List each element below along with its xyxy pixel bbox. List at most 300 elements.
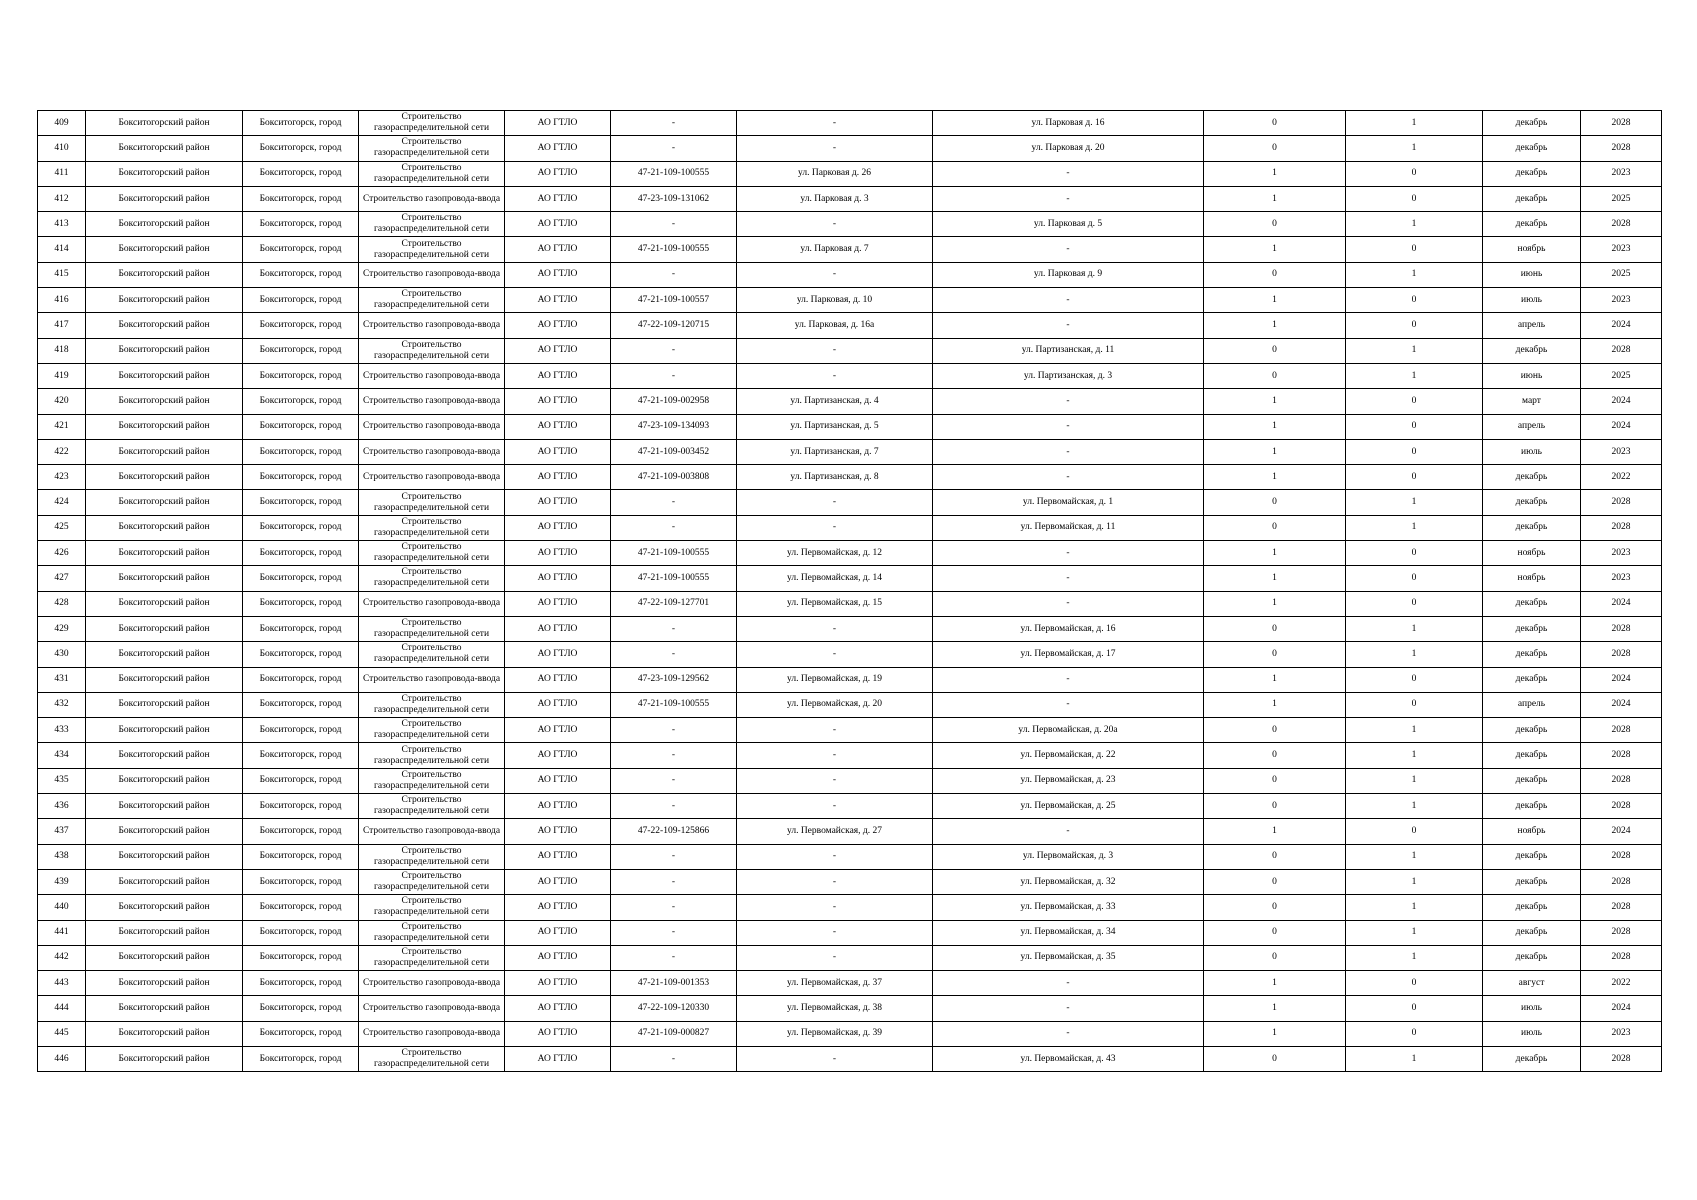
cell-quantity-a: 1 [1204, 161, 1346, 186]
cell-object-code: - [611, 768, 737, 793]
cell-year: 2024 [1581, 591, 1662, 616]
cell-quantity-b: 1 [1346, 1046, 1483, 1071]
cell-address-planned: ул. Первомайская, д. 34 [933, 920, 1204, 945]
cell-quantity-b: 0 [1346, 971, 1483, 996]
cell-quantity-b: 1 [1346, 794, 1483, 819]
cell-work-type: Строительство газораспределительной сети [359, 338, 505, 363]
cell-year: 2023 [1581, 541, 1662, 566]
cell-quantity-b: 1 [1346, 616, 1483, 641]
cell-address-existing: - [737, 844, 933, 869]
cell-address-planned: ул. Первомайская, д. 3 [933, 844, 1204, 869]
cell-district: Бокситогорский район [86, 237, 243, 262]
cell-address-planned: - [933, 389, 1204, 414]
cell-address-planned: ул. Первомайская, д. 32 [933, 869, 1204, 894]
cell-year: 2028 [1581, 1046, 1662, 1071]
cell-work-type: Строительство газораспределительной сети [359, 844, 505, 869]
cell-district: Бокситогорский район [86, 262, 243, 287]
cell-object-code: - [611, 338, 737, 363]
cell-year: 2028 [1581, 642, 1662, 667]
cell-quantity-b: 1 [1346, 111, 1483, 136]
cell-address-existing: ул. Первомайская, д. 27 [737, 819, 933, 844]
cell-organization: АО ГТЛО [505, 642, 611, 667]
cell-number: 425 [38, 515, 86, 540]
cell-object-code: 47-22-109-120330 [611, 996, 737, 1021]
cell-quantity-a: 0 [1204, 642, 1346, 667]
cell-work-type: Строительство газораспределительной сети [359, 541, 505, 566]
table-row [38, 1021, 1662, 1046]
cell-month: декабрь [1483, 490, 1581, 515]
cell-number: 428 [38, 591, 86, 616]
cell-object-code: - [611, 515, 737, 540]
cell-work-type: Строительство газораспределительной сети [359, 237, 505, 262]
cell-address-existing: - [737, 718, 933, 743]
table-row [38, 465, 1662, 490]
cell-quantity-b: 1 [1346, 718, 1483, 743]
cell-address-existing: ул. Парковая д. 7 [737, 237, 933, 262]
cell-quantity-b: 1 [1346, 136, 1483, 161]
cell-address-existing: - [737, 616, 933, 641]
cell-object-code: 47-21-109-100555 [611, 161, 737, 186]
cell-year: 2023 [1581, 288, 1662, 313]
cell-address-planned: - [933, 541, 1204, 566]
cell-year: 2024 [1581, 692, 1662, 717]
cell-address-existing: ул. Парковая д. 3 [737, 186, 933, 211]
cell-organization: АО ГТЛО [505, 237, 611, 262]
cell-month: декабрь [1483, 945, 1581, 970]
cell-quantity-a: 1 [1204, 414, 1346, 439]
cell-object-code: - [611, 794, 737, 819]
cell-number: 436 [38, 794, 86, 819]
table-row [38, 237, 1662, 262]
table-row [38, 844, 1662, 869]
cell-year: 2022 [1581, 971, 1662, 996]
cell-month: декабрь [1483, 111, 1581, 136]
cell-month: декабрь [1483, 465, 1581, 490]
cell-city: Бокситогорск, город [243, 718, 359, 743]
cell-city: Бокситогорск, город [243, 869, 359, 894]
cell-work-type: Строительство газопровода-ввода [359, 389, 505, 414]
cell-number: 440 [38, 895, 86, 920]
cell-number: 446 [38, 1046, 86, 1071]
cell-work-type: Строительство газораспределительной сети [359, 490, 505, 515]
cell-city: Бокситогорск, город [243, 490, 359, 515]
cell-quantity-a: 0 [1204, 844, 1346, 869]
cell-year: 2028 [1581, 136, 1662, 161]
cell-address-planned: ул. Парковая д. 9 [933, 262, 1204, 287]
cell-address-existing: - [737, 1046, 933, 1071]
cell-object-code: 47-23-109-131062 [611, 186, 737, 211]
cell-district: Бокситогорский район [86, 591, 243, 616]
table-row [38, 566, 1662, 591]
cell-year: 2028 [1581, 895, 1662, 920]
cell-number: 434 [38, 743, 86, 768]
cell-city: Бокситогорск, город [243, 971, 359, 996]
cell-address-planned: - [933, 439, 1204, 464]
table-row [38, 895, 1662, 920]
cell-organization: АО ГТЛО [505, 363, 611, 388]
cell-address-planned: - [933, 996, 1204, 1021]
cell-month: июль [1483, 288, 1581, 313]
cell-district: Бокситогорский район [86, 971, 243, 996]
cell-quantity-a: 0 [1204, 136, 1346, 161]
cell-month: декабрь [1483, 338, 1581, 363]
cell-organization: АО ГТЛО [505, 616, 611, 641]
cell-city: Бокситогорск, город [243, 642, 359, 667]
cell-quantity-b: 1 [1346, 743, 1483, 768]
cell-quantity-a: 0 [1204, 869, 1346, 894]
cell-object-code: - [611, 490, 737, 515]
cell-city: Бокситогорск, город [243, 920, 359, 945]
cell-organization: АО ГТЛО [505, 920, 611, 945]
cell-address-existing: ул. Первомайская, д. 38 [737, 996, 933, 1021]
cell-organization: АО ГТЛО [505, 945, 611, 970]
cell-city: Бокситогорск, город [243, 541, 359, 566]
cell-quantity-a: 1 [1204, 465, 1346, 490]
cell-number: 426 [38, 541, 86, 566]
cell-work-type: Строительство газораспределительной сети [359, 111, 505, 136]
cell-month: ноябрь [1483, 541, 1581, 566]
cell-address-existing: - [737, 111, 933, 136]
cell-work-type: Строительство газораспределительной сети [359, 869, 505, 894]
cell-quantity-b: 0 [1346, 439, 1483, 464]
cell-address-existing: ул. Парковая, д. 10 [737, 288, 933, 313]
cell-work-type: Строительство газораспределительной сети [359, 945, 505, 970]
cell-address-planned: ул. Парковая д. 20 [933, 136, 1204, 161]
cell-object-code: - [611, 1046, 737, 1071]
cell-quantity-b: 0 [1346, 313, 1483, 338]
cell-quantity-a: 0 [1204, 945, 1346, 970]
cell-quantity-b: 1 [1346, 363, 1483, 388]
cell-object-code: 47-21-109-003808 [611, 465, 737, 490]
cell-year: 2023 [1581, 237, 1662, 262]
cell-number: 438 [38, 844, 86, 869]
cell-district: Бокситогорский район [86, 945, 243, 970]
cell-object-code: 47-21-109-100555 [611, 541, 737, 566]
cell-object-code: 47-22-109-125866 [611, 819, 737, 844]
cell-address-planned: ул. Парковая д. 5 [933, 212, 1204, 237]
cell-quantity-b: 1 [1346, 844, 1483, 869]
cell-year: 2028 [1581, 920, 1662, 945]
cell-organization: АО ГТЛО [505, 515, 611, 540]
table-row [38, 945, 1662, 970]
cell-object-code: - [611, 111, 737, 136]
cell-number: 430 [38, 642, 86, 667]
cell-district: Бокситогорский район [86, 186, 243, 211]
cell-object-code: 47-22-109-127701 [611, 591, 737, 616]
cell-number: 412 [38, 186, 86, 211]
table-row [38, 869, 1662, 894]
cell-quantity-a: 0 [1204, 768, 1346, 793]
cell-district: Бокситогорский район [86, 895, 243, 920]
cell-number: 437 [38, 819, 86, 844]
cell-month: декабрь [1483, 186, 1581, 211]
table-row [38, 313, 1662, 338]
cell-district: Бокситогорский район [86, 541, 243, 566]
cell-city: Бокситогорск, город [243, 262, 359, 287]
cell-number: 431 [38, 667, 86, 692]
cell-work-type: Строительство газопровода-ввода [359, 186, 505, 211]
cell-month: декабрь [1483, 642, 1581, 667]
cell-month: декабрь [1483, 718, 1581, 743]
cell-organization: АО ГТЛО [505, 844, 611, 869]
table-row [38, 642, 1662, 667]
cell-month: август [1483, 971, 1581, 996]
cell-month: июнь [1483, 262, 1581, 287]
cell-city: Бокситогорск, город [243, 161, 359, 186]
table-row [38, 186, 1662, 211]
cell-organization: АО ГТЛО [505, 414, 611, 439]
table-row [38, 667, 1662, 692]
cell-district: Бокситогорский район [86, 313, 243, 338]
cell-month: декабрь [1483, 920, 1581, 945]
cell-quantity-b: 0 [1346, 237, 1483, 262]
cell-organization: АО ГТЛО [505, 667, 611, 692]
cell-address-planned: ул. Первомайская, д. 20а [933, 718, 1204, 743]
cell-quantity-b: 1 [1346, 262, 1483, 287]
cell-work-type: Строительство газораспределительной сети [359, 566, 505, 591]
cell-quantity-b: 0 [1346, 591, 1483, 616]
cell-organization: АО ГТЛО [505, 819, 611, 844]
cell-year: 2028 [1581, 212, 1662, 237]
cell-quantity-b: 1 [1346, 212, 1483, 237]
cell-organization: АО ГТЛО [505, 212, 611, 237]
table-row [38, 541, 1662, 566]
table-row [38, 136, 1662, 161]
cell-work-type: Строительство газораспределительной сети [359, 743, 505, 768]
cell-quantity-b: 1 [1346, 490, 1483, 515]
cell-quantity-a: 0 [1204, 515, 1346, 540]
cell-quantity-a: 0 [1204, 338, 1346, 363]
cell-address-existing: ул. Первомайская, д. 15 [737, 591, 933, 616]
cell-number: 411 [38, 161, 86, 186]
cell-address-planned: ул. Первомайская, д. 33 [933, 895, 1204, 920]
cell-quantity-b: 1 [1346, 338, 1483, 363]
cell-object-code: 47-23-109-134093 [611, 414, 737, 439]
cell-number: 413 [38, 212, 86, 237]
cell-quantity-b: 1 [1346, 768, 1483, 793]
cell-work-type: Строительство газопровода-ввода [359, 465, 505, 490]
cell-organization: АО ГТЛО [505, 768, 611, 793]
cell-quantity-a: 1 [1204, 667, 1346, 692]
cell-city: Бокситогорск, город [243, 591, 359, 616]
cell-organization: АО ГТЛО [505, 161, 611, 186]
cell-work-type: Строительство газораспределительной сети [359, 288, 505, 313]
cell-address-existing: ул. Партизанская, д. 4 [737, 389, 933, 414]
cell-quantity-a: 0 [1204, 743, 1346, 768]
cell-city: Бокситогорск, город [243, 111, 359, 136]
cell-address-planned: - [933, 288, 1204, 313]
cell-number: 445 [38, 1021, 86, 1046]
cell-district: Бокситогорский район [86, 363, 243, 388]
cell-object-code: 47-21-109-002958 [611, 389, 737, 414]
cell-month: декабрь [1483, 667, 1581, 692]
cell-address-planned: ул. Первомайская, д. 35 [933, 945, 1204, 970]
cell-object-code: 47-21-109-100555 [611, 692, 737, 717]
cell-work-type: Строительство газораспределительной сети [359, 794, 505, 819]
cell-work-type: Строительство газопровода-ввода [359, 1021, 505, 1046]
cell-year: 2028 [1581, 515, 1662, 540]
cell-address-existing: ул. Первомайская, д. 12 [737, 541, 933, 566]
cell-address-existing: - [737, 768, 933, 793]
cell-address-planned: ул. Первомайская, д. 17 [933, 642, 1204, 667]
cell-month: декабрь [1483, 869, 1581, 894]
cell-address-planned: - [933, 566, 1204, 591]
cell-address-existing: ул. Партизанская, д. 5 [737, 414, 933, 439]
cell-quantity-b: 0 [1346, 996, 1483, 1021]
cell-quantity-a: 1 [1204, 971, 1346, 996]
cell-year: 2022 [1581, 465, 1662, 490]
table-row [38, 768, 1662, 793]
table-row [38, 262, 1662, 287]
cell-address-planned: - [933, 971, 1204, 996]
cell-year: 2023 [1581, 161, 1662, 186]
cell-month: декабрь [1483, 161, 1581, 186]
cell-quantity-b: 0 [1346, 819, 1483, 844]
cell-work-type: Строительство газораспределительной сети [359, 616, 505, 641]
cell-object-code: 47-21-109-100557 [611, 288, 737, 313]
cell-year: 2023 [1581, 439, 1662, 464]
cell-organization: АО ГТЛО [505, 439, 611, 464]
cell-number: 415 [38, 262, 86, 287]
cell-quantity-a: 1 [1204, 566, 1346, 591]
cell-number: 444 [38, 996, 86, 1021]
cell-year: 2024 [1581, 313, 1662, 338]
cell-object-code: - [611, 136, 737, 161]
cell-address-planned: ул. Первомайская, д. 16 [933, 616, 1204, 641]
cell-address-existing: - [737, 895, 933, 920]
cell-city: Бокситогорск, город [243, 414, 359, 439]
cell-number: 410 [38, 136, 86, 161]
cell-organization: АО ГТЛО [505, 313, 611, 338]
cell-address-planned: ул. Первомайская, д. 11 [933, 515, 1204, 540]
cell-address-existing: - [737, 136, 933, 161]
cell-number: 414 [38, 237, 86, 262]
cell-quantity-b: 0 [1346, 1021, 1483, 1046]
cell-address-planned: - [933, 1021, 1204, 1046]
cell-number: 442 [38, 945, 86, 970]
cell-quantity-b: 0 [1346, 541, 1483, 566]
cell-object-code: - [611, 920, 737, 945]
cell-year: 2025 [1581, 262, 1662, 287]
cell-work-type: Строительство газопровода-ввода [359, 262, 505, 287]
cell-year: 2024 [1581, 819, 1662, 844]
cell-quantity-a: 1 [1204, 313, 1346, 338]
cell-city: Бокситогорск, город [243, 136, 359, 161]
cell-month: декабрь [1483, 212, 1581, 237]
table-row [38, 616, 1662, 641]
cell-year: 2023 [1581, 566, 1662, 591]
cell-month: ноябрь [1483, 237, 1581, 262]
cell-year: 2028 [1581, 768, 1662, 793]
table-row [38, 363, 1662, 388]
cell-number: 435 [38, 768, 86, 793]
cell-address-planned: - [933, 414, 1204, 439]
cell-district: Бокситогорский район [86, 667, 243, 692]
cell-number: 423 [38, 465, 86, 490]
cell-city: Бокситогорск, город [243, 768, 359, 793]
cell-object-code: 47-21-109-100555 [611, 566, 737, 591]
table-row [38, 692, 1662, 717]
cell-district: Бокситогорский район [86, 161, 243, 186]
cell-address-existing: ул. Первомайская, д. 19 [737, 667, 933, 692]
cell-district: Бокситогорский район [86, 692, 243, 717]
cell-number: 424 [38, 490, 86, 515]
cell-month: июль [1483, 439, 1581, 464]
cell-work-type: Строительство газораспределительной сети [359, 718, 505, 743]
cell-object-code: - [611, 363, 737, 388]
cell-month: март [1483, 389, 1581, 414]
cell-quantity-a: 0 [1204, 363, 1346, 388]
cell-city: Бокситогорск, город [243, 895, 359, 920]
cell-city: Бокситогорск, город [243, 515, 359, 540]
cell-year: 2024 [1581, 667, 1662, 692]
cell-quantity-a: 0 [1204, 920, 1346, 945]
cell-organization: АО ГТЛО [505, 566, 611, 591]
cell-number: 422 [38, 439, 86, 464]
cell-address-planned: - [933, 692, 1204, 717]
cell-month: декабрь [1483, 743, 1581, 768]
cell-year: 2025 [1581, 363, 1662, 388]
cell-city: Бокситогорск, город [243, 389, 359, 414]
cell-city: Бокситогорск, город [243, 338, 359, 363]
cell-address-planned: - [933, 237, 1204, 262]
cell-city: Бокситогорск, город [243, 237, 359, 262]
table-row [38, 490, 1662, 515]
cell-quantity-b: 1 [1346, 945, 1483, 970]
cell-city: Бокситогорск, город [243, 212, 359, 237]
cell-address-planned: ул. Первомайская, д. 1 [933, 490, 1204, 515]
cell-organization: АО ГТЛО [505, 186, 611, 211]
cell-quantity-b: 0 [1346, 566, 1483, 591]
cell-year: 2028 [1581, 945, 1662, 970]
cell-object-code: - [611, 212, 737, 237]
cell-address-existing: - [737, 212, 933, 237]
cell-city: Бокситогорск, город [243, 186, 359, 211]
cell-work-type: Строительство газораспределительной сети [359, 768, 505, 793]
cell-year: 2028 [1581, 111, 1662, 136]
cell-quantity-b: 1 [1346, 920, 1483, 945]
cell-work-type: Строительство газопровода-ввода [359, 996, 505, 1021]
table-row [38, 389, 1662, 414]
cell-address-existing: - [737, 945, 933, 970]
cell-district: Бокситогорский район [86, 844, 243, 869]
cell-work-type: Строительство газопровода-ввода [359, 667, 505, 692]
cell-district: Бокситогорский район [86, 718, 243, 743]
cell-organization: АО ГТЛО [505, 490, 611, 515]
cell-city: Бокситогорск, город [243, 439, 359, 464]
cell-month: ноябрь [1483, 819, 1581, 844]
cell-object-code: 47-21-109-000827 [611, 1021, 737, 1046]
cell-object-code: 47-22-109-120715 [611, 313, 737, 338]
cell-quantity-a: 0 [1204, 262, 1346, 287]
cell-quantity-b: 1 [1346, 515, 1483, 540]
cell-object-code: - [611, 718, 737, 743]
cell-month: июль [1483, 996, 1581, 1021]
cell-year: 2028 [1581, 844, 1662, 869]
cell-quantity-b: 0 [1346, 288, 1483, 313]
cell-organization: АО ГТЛО [505, 338, 611, 363]
cell-month: декабрь [1483, 895, 1581, 920]
cell-quantity-b: 1 [1346, 895, 1483, 920]
cell-address-planned: - [933, 591, 1204, 616]
cell-quantity-b: 0 [1346, 465, 1483, 490]
cell-district: Бокситогорский район [86, 515, 243, 540]
cell-work-type: Строительство газораспределительной сети [359, 895, 505, 920]
cell-quantity-a: 0 [1204, 616, 1346, 641]
cell-address-existing: - [737, 869, 933, 894]
cell-city: Бокситогорск, город [243, 945, 359, 970]
cell-quantity-b: 0 [1346, 389, 1483, 414]
